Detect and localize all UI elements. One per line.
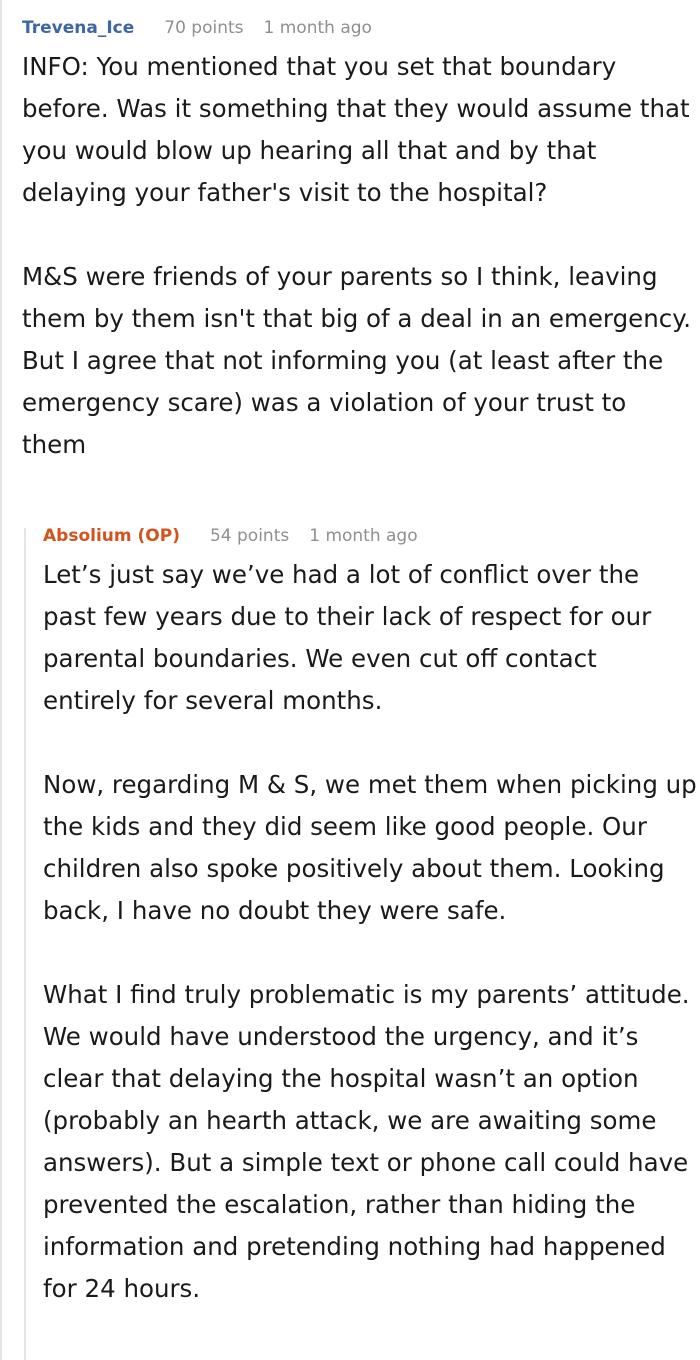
comment-paragraph: INFO: You mentioned that you set that boundary before. Was it something that they would assume that you would blow up hearing all that and by that delaying your father's visit to the hospital? (22, 52, 690, 207)
comment-body (22, 46, 694, 466)
comment-absolium-op-reply (43, 526, 697, 1310)
comment-timestamp[interactable]: 1 month ago (263, 18, 372, 38)
comment-meta (43, 526, 697, 550)
comment-timestamp[interactable]: 1 month ago (309, 526, 418, 546)
comment-paragraph: What I find truly problematic is my parents’ attitude. We would have understood the urgency, and it’s clear that delaying the hospital wasn’t an option (probably an hearth attack, we are awaiting some answers). But a simple text or phone call could have prevented the escalation, rather than hiding the information and pretending nothing had happened for 24 hours. (43, 980, 690, 1303)
comment-points: 70 points (164, 18, 244, 38)
comment-meta (22, 18, 694, 42)
comment-paragraph: Let’s just say we’ve had a lot of conflict over the past few years due to their lack of respect for our parental boundaries. We even cut off contact entirely for several months. (43, 560, 652, 715)
comment-paragraph: M&S were friends of your parents so I think, leaving them by them isn't that big of a deal in an emergency. But I agree that not informing you (at least after the emergency scare) was a violation of your trust to them (22, 262, 691, 459)
comment-author[interactable]: Absolium (OP) (43, 526, 180, 546)
comment-paragraph: Now, regarding M & S, we met them when picking up the kids and they did seem like good people. Our children also spoke positively about them. Looking back, I have no doubt they were safe. (43, 770, 697, 925)
thread-left-rule (0, 0, 2, 1360)
comment-trevena-ice (22, 18, 694, 466)
reply-thread-rule[interactable] (24, 528, 26, 1360)
comment-body (43, 554, 697, 1310)
comment-points: 54 points (209, 526, 290, 546)
comment-author[interactable]: Trevena_Ice (22, 18, 135, 38)
